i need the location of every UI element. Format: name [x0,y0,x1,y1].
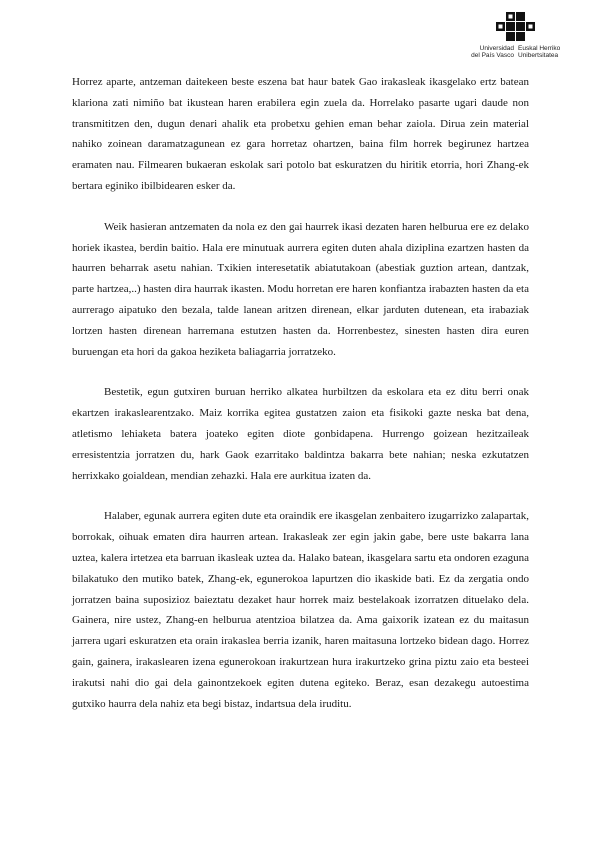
paragraph-2: Weik hasieran antzematen da nola ez den gai haurrek ikasi dezaten haren helburua ere ez delako horiek ikastea, berdin baitio. Hala ere minutuak aurrera egiten duten ahala diziplina ezartzen hasten da haurren beharrak asetu nahian. Txikien interesetatik abiatutakoan (abestiak guztion artean, dantzak, parte hartzea,..) hasten dira haurrak ikasten. Modu horretan ere haren konfiantza irabazten hasten da eta aurrerago aipatuko den bezala, talde lanean aritzen direnean, elkar jarduten dutenean, eta irabaziak lortzen hasten direnean harremana estutzen hasten da. Horrenbestez, sinesten hasten dira euren buruengan eta hori da gakoa heziketa baliagarria jorratzeko. [72,220,529,358]
document-body [72,72,529,734]
paragraph-4: Halaber, egunak aurrera egiten dute eta oraindik ere ikasgelan zenbaitero izugarrizko zalapartak, borrokak, oihuak ematen dira haurren artean. Irakasleak zer egin jakin gabe, bere uste bakarra lana uztea, kalera irtetzea eta barruan ikasleak uztea da. Halako batean, ikasgelara sartu eta ondoren ezaguna bilakatuko den mutiko batek, Zhang-ek, egunerokoa lapurtzen dio ikaskide bati. Ez da zergatia ondo jorratzen baina suposizioz baieztatu dezaket haur horrek maiz bestelakoak izorratzen dituelako dela. Gainera, nire ustez, Zhang-en helburua atentzioa bilatzea da. Ama gaixorik izatean ez du maitasun jarrera ugari eskuratzen eta orain irakaslea berria izanik, haren maitasuna lortzeko bidean dago. Horrez gain, gainera, irakaslearen izena egunerokoan irakurtzean hura irakurtzeko grina piztu zaio eta besteei irakutsi nahi dio gai dela gainontzekoek egiten dutena egiteko. Beraz, esan dezakegu autoestima gutxiko haurra dela nahiz eta begi bistaz, indartsua dela iruditu. [72,510,529,710]
upv-ehu-logo-icon [492,12,538,42]
logo-spanish-name [460,45,514,59]
paragraph-3: Bestetik, egun gutxiren buruan herriko alkatea hurbiltzen da eskolara eta ez ditu berri onak ekartzen irakaslearentzako. Maiz korrika egitea gustatzen zaion eta fisikoki gazte neska bat dena, atletismo lehiaketa batera joateko egiten diote gonbidapena. Hurrengo goizean hezitzaileak erresistentzia jorratzen du, hark Gaok ezarritako baldintza bakarra bete nahian; neska ezkutatzen herrixkako goialdean, mendian zehazki. Hala ere aurkitua izaten da. [72,386,529,482]
logo-spanish-line-2: del País Vasco [471,52,514,59]
logo-basque-name [518,45,574,59]
university-logo [456,12,574,62]
logo-basque-line-1: Euskal Herriko [518,45,561,52]
paragraph-1: Horrez aparte, antzeman daitekeen beste eszena bat haur batek Gao irakasleak ikasgelako ertz batean klariona zati nimiño bat ikustean haren erabilera egin zuela da. Horrelako pasarte ugari daude non transmititzen den, dugun denari ahalik eta probetxu gehien eman behar zaiola. Dirua zein material nahiko zoinean daramatzagunean ez gara horretaz ohartzen, baina film horrek begirunez hartzea eramaten nau. Filmearen bukaeran eskolak sari potolo bat eskuratzen du hiritik etorria, hori Zhang-ek bertara eginiko ibilbidearen esker da. [72,76,529,192]
logo-basque-line-2: Unibertsitatea [518,52,559,59]
logo-spanish-line-1: Universidad [479,45,514,52]
